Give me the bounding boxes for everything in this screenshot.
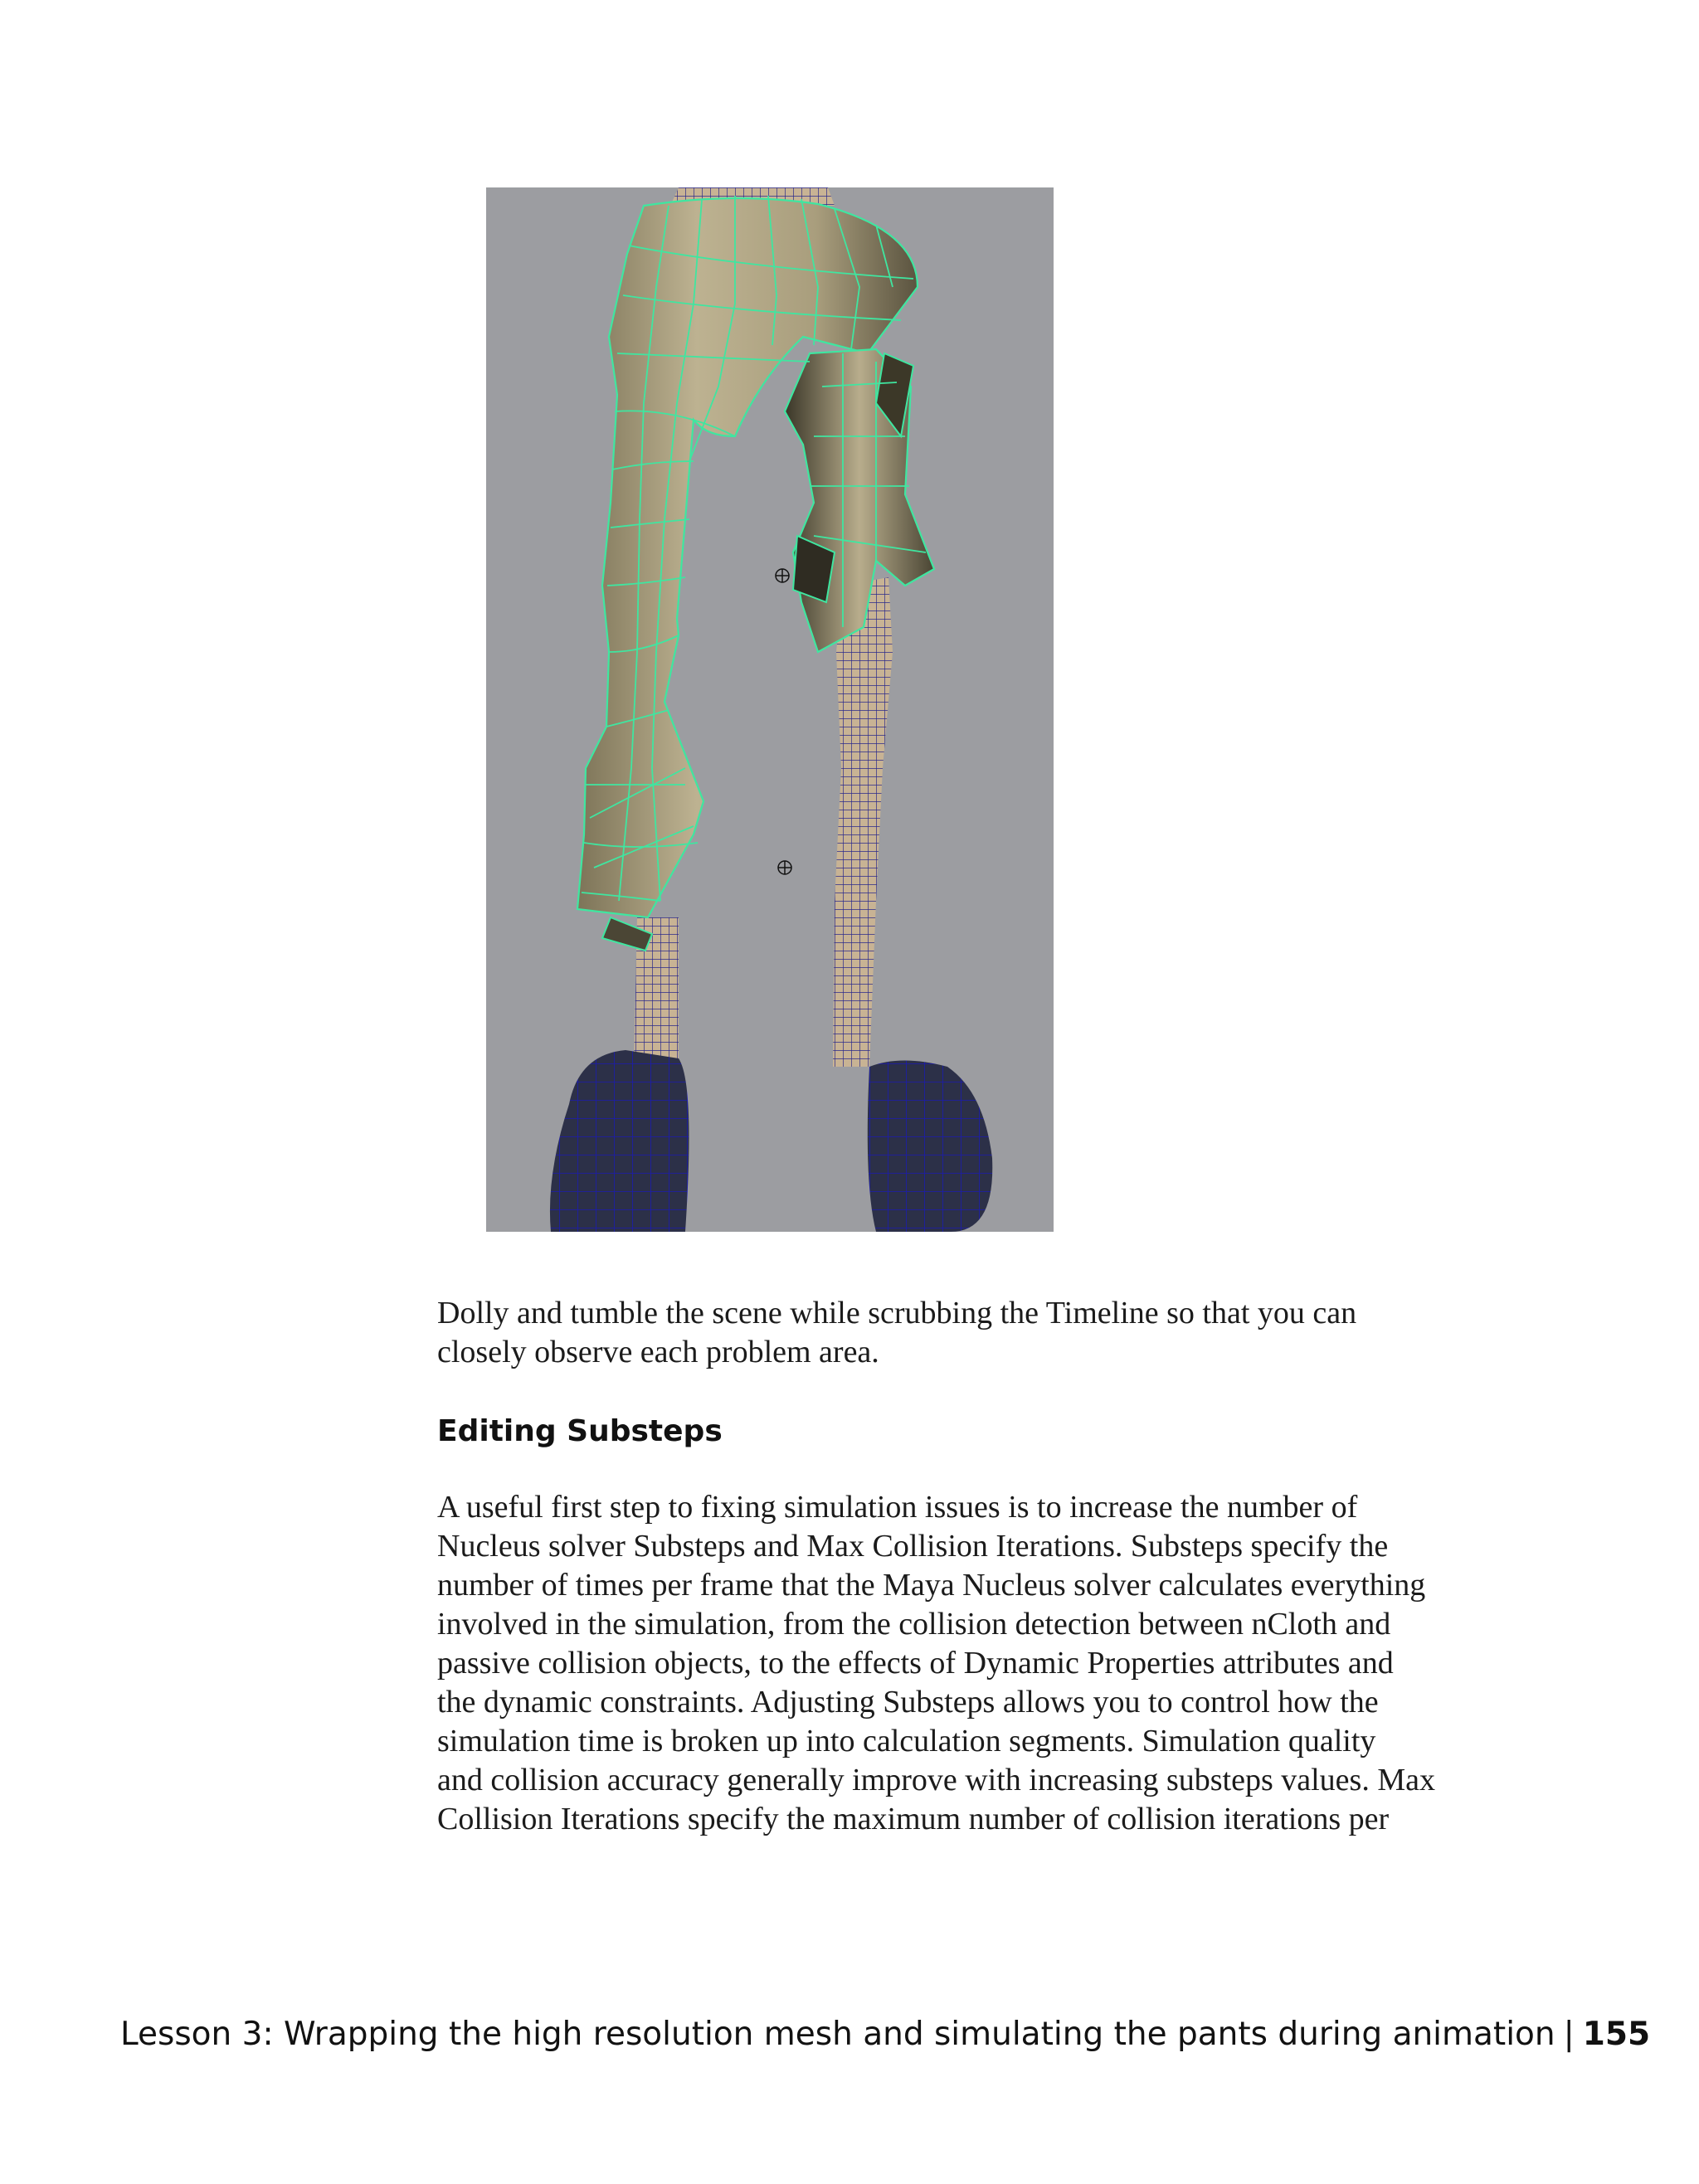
paragraph-line: the dynamic constraints. Adjusting Substeps allows you to control how the	[437, 1685, 1379, 1719]
page-number: 155	[1582, 2016, 1651, 2053]
paragraph-line: and collision accuracy generally improve with increasing substeps values. Max	[437, 1763, 1435, 1797]
pivot-marker-lower	[778, 861, 791, 874]
footer-title: Lesson 3: Wrapping the high resolution mesh and simulating the pants during animation	[120, 2016, 1555, 2053]
paragraph-line: involved in the simulation, from the collision detection between nCloth and	[437, 1607, 1391, 1642]
left-shoe-mesh	[550, 1050, 689, 1232]
paragraph-substeps	[437, 1488, 1532, 1839]
right-leg-body-mesh	[833, 577, 893, 1067]
paragraph-line: simulation time is broken up into calculation segments. Simulation quality	[437, 1724, 1376, 1758]
paragraph-line: A useful first step to fixing simulation issues is to increase the number of	[437, 1490, 1358, 1525]
page-footer	[120, 2014, 1650, 2055]
right-shoe-mesh	[868, 1061, 993, 1233]
paragraph-line: Collision Iterations specify the maximum number of collision iterations per	[437, 1802, 1390, 1836]
paragraph-line: closely observe each problem area.	[437, 1335, 879, 1369]
pants-cloth-mesh	[577, 196, 934, 951]
paragraph-line: Dolly and tumble the scene while scrubbing the Timeline so that you can	[437, 1296, 1357, 1330]
paragraph-line: number of times per frame that the Maya Nucleus solver calculates everything	[437, 1568, 1426, 1603]
section-heading: Editing Substeps	[437, 1414, 723, 1448]
figure-pants-simulation	[486, 187, 1054, 1232]
paragraph-observe	[437, 1294, 1532, 1372]
paragraph-line: passive collision objects, to the effects of Dynamic Properties attributes and	[437, 1646, 1394, 1681]
footer-separator: |	[1563, 2016, 1575, 2053]
paragraph-line: Nucleus solver Substeps and Max Collision Iterations. Substeps specify the	[437, 1529, 1389, 1564]
pants-render-image	[486, 187, 1054, 1232]
pivot-marker-upper	[776, 569, 789, 582]
